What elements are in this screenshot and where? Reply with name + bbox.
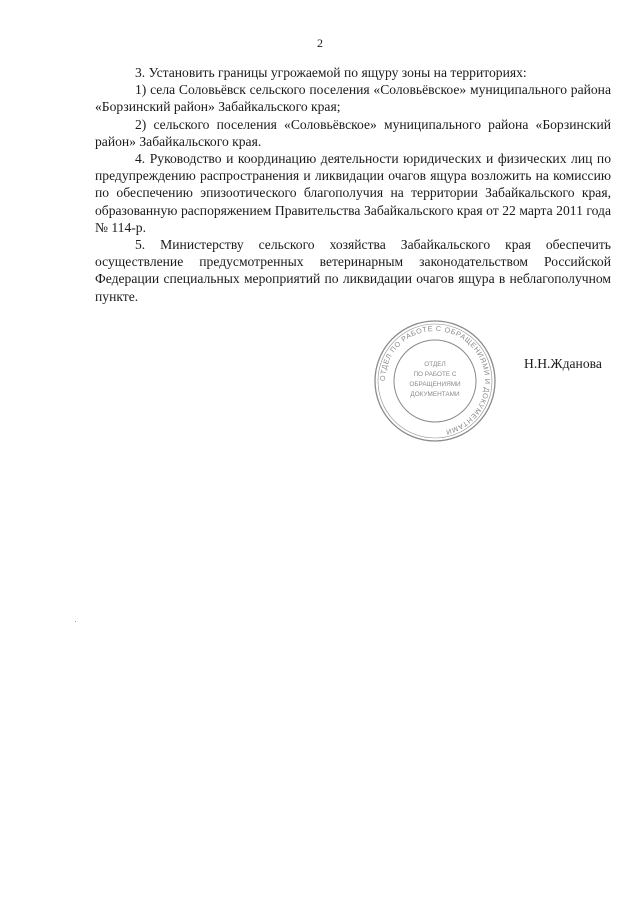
paragraph-item-5: 5. Министерству сельского хозяйства Забайкальского края обеспечить осуществление предусмотренных ветеринарным законодательством Российской Федерации специальных мероприятий по ликвидации очагов ящура в неблагополучном пункте. <box>95 237 611 304</box>
official-seal-stamp <box>372 318 498 444</box>
paragraph-item-3: 3. Установить границы угрожаемой по ящуру зоны на территориях: <box>135 65 527 80</box>
svg-text:ОБРАЩЕНИЯМИ: ОБРАЩЕНИЯМИ <box>409 381 461 388</box>
svg-text:ДОКУМЕНТАМИ: ДОКУМЕНТАМИ <box>410 391 460 398</box>
svg-text:ОТДЕЛ ПО РАБОТЕ С ОБРАЩЕНИЯМИ: ОТДЕЛ ПО РАБОТЕ С ОБРАЩЕНИЯМИ И ДОКУМЕНТАМИ <box>377 323 493 437</box>
page-number: 2 <box>317 36 323 50</box>
paragraph-subitem-1: 1) села Соловьёвск сельского поселения «Соловьёвское» муниципального района «Борзинский район» Забайкальского края; <box>95 82 611 115</box>
svg-text:ПО РАБОТЕ С: ПО РАБОТЕ С <box>413 371 457 378</box>
document-body <box>95 64 611 305</box>
scan-artifact-dot <box>75 621 76 622</box>
signatory-name: Н.Н.Жданова <box>524 356 602 371</box>
svg-text:ОТДЕЛ: ОТДЕЛ <box>424 361 446 368</box>
paragraph-item-4: 4. Руководство и координацию деятельности юридических и физических лиц по предупреждению распространения и ликвидации очагов ящура возложить на комиссию по обеспечению эпизоотического благополучия на территории Забайкальского края, образованную распоряжением Правительства Забайкальского края от 22 марта 2011 года № 114-р. <box>95 151 611 235</box>
paragraph-subitem-2: 2) сельского поселения «Соловьёвское» муниципального района «Борзинский район» Забайкальского края. <box>95 116 611 149</box>
